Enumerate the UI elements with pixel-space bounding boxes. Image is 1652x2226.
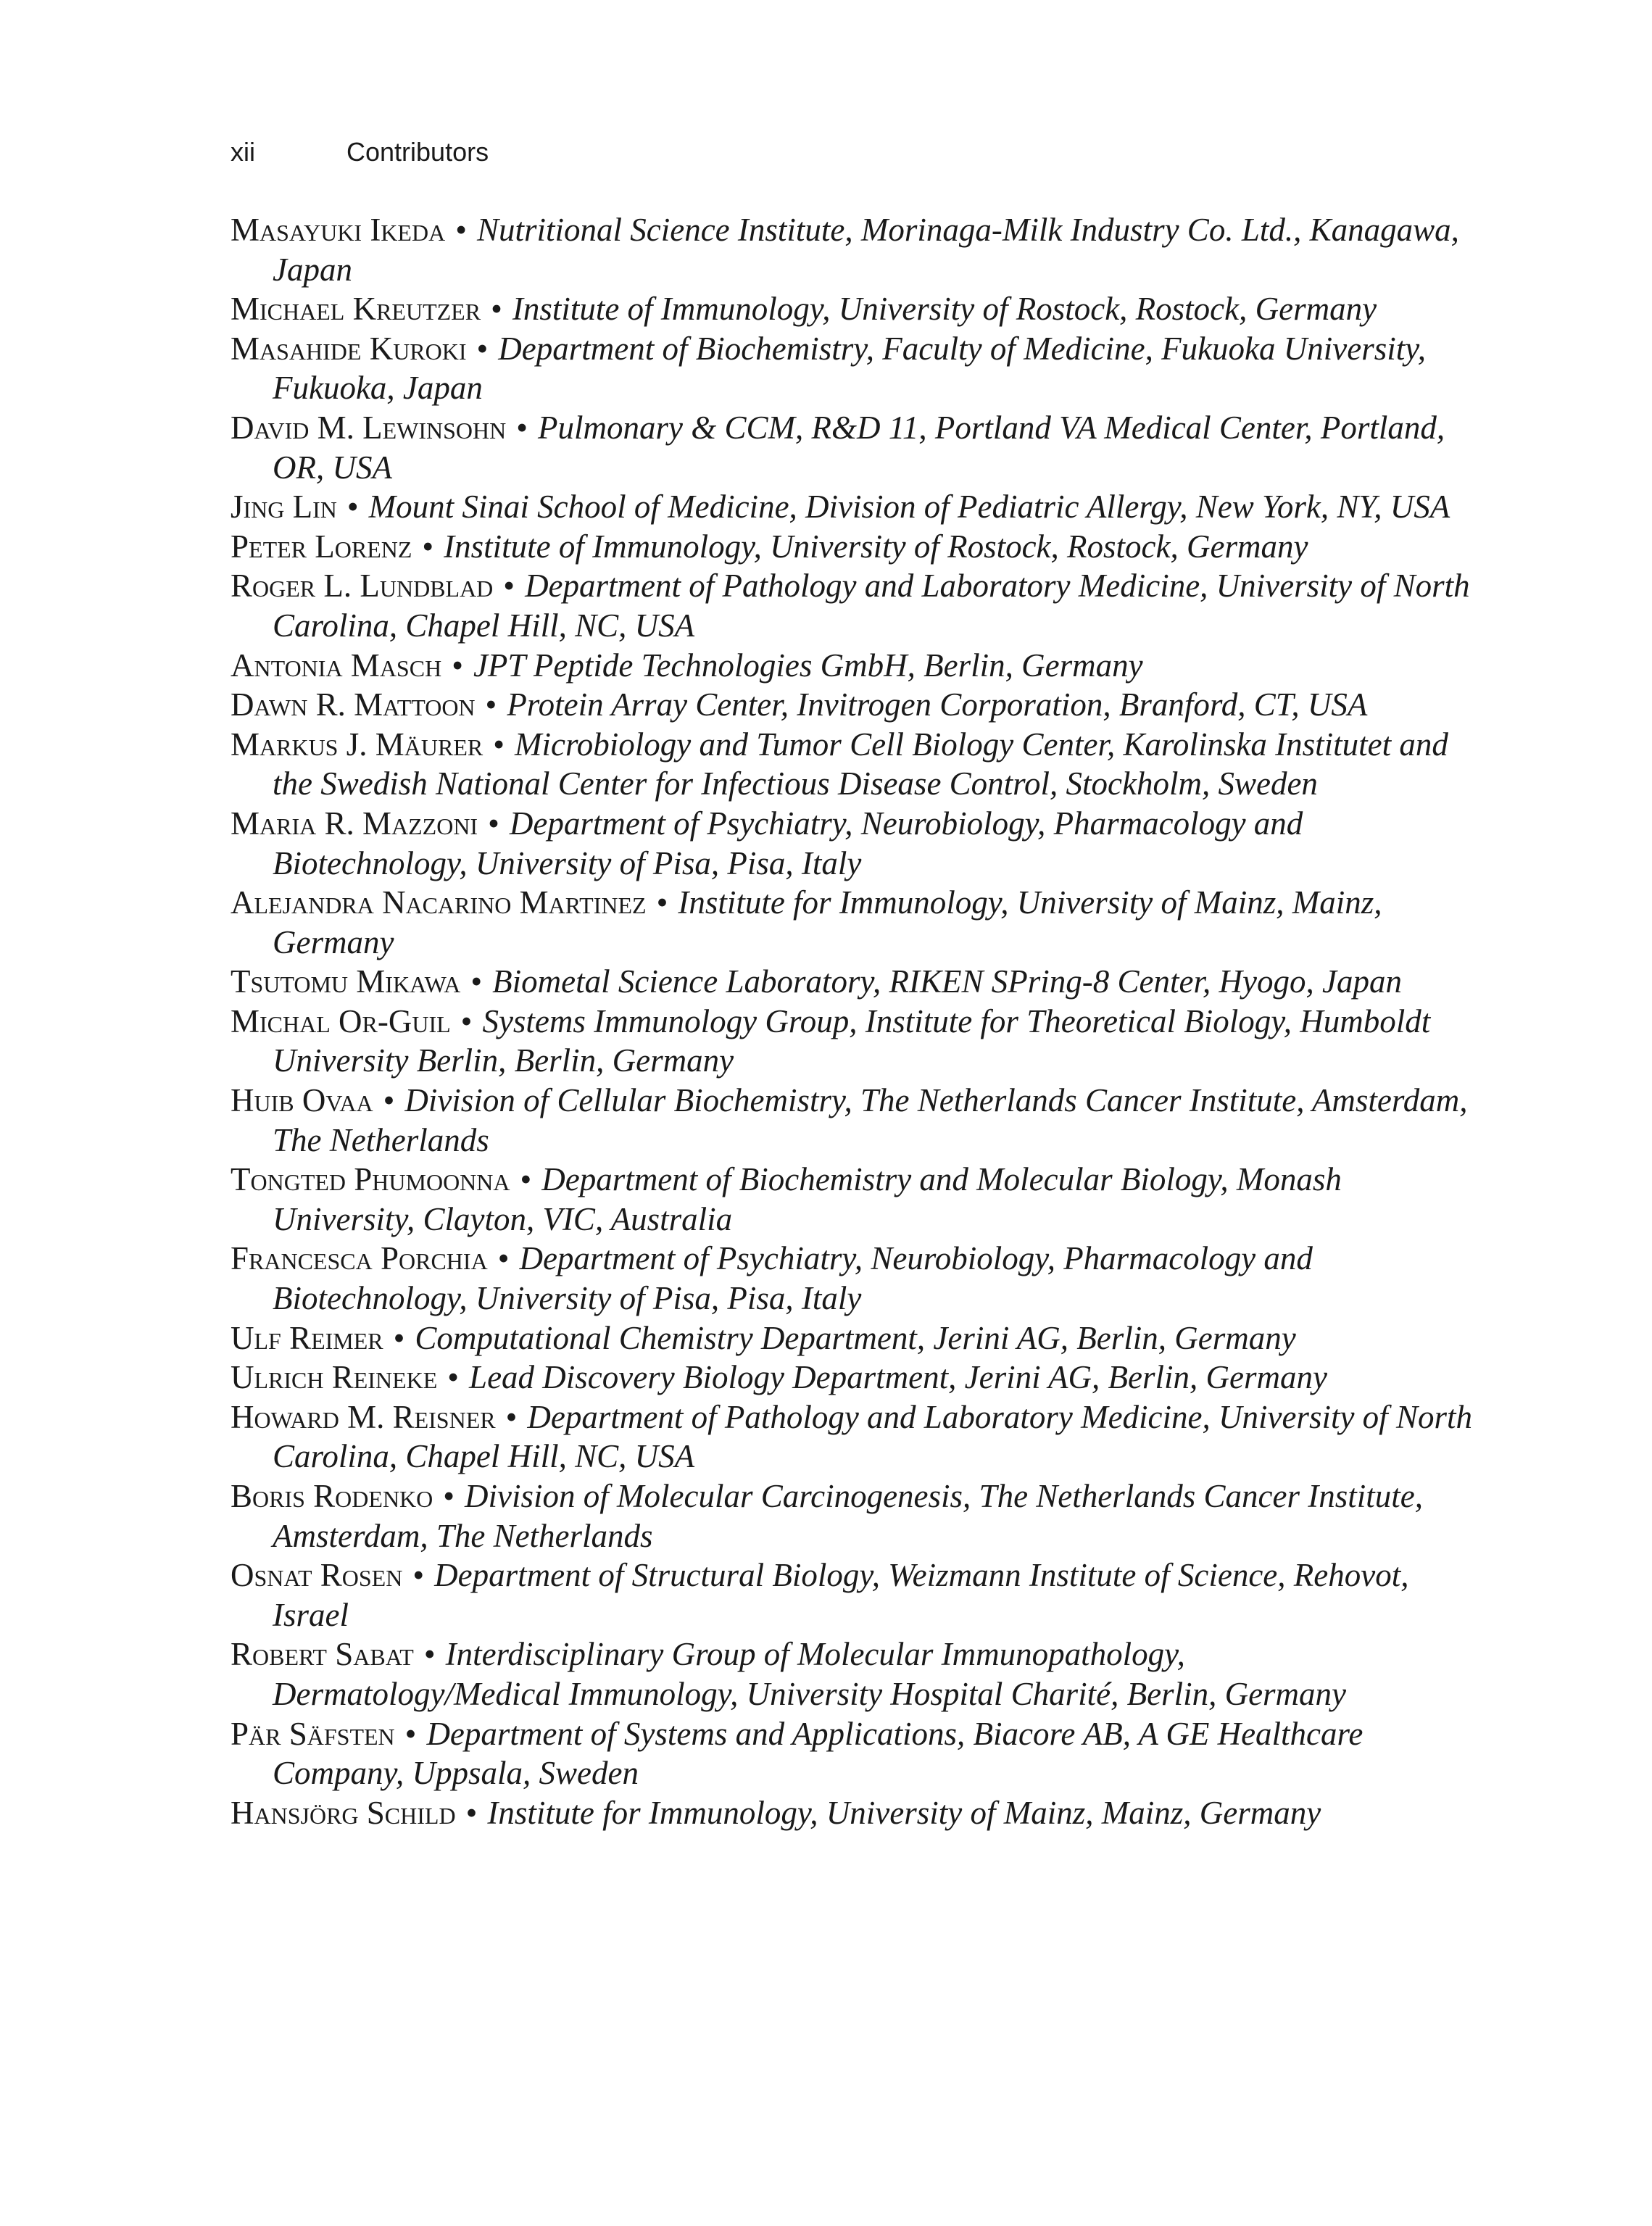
contributor-name: Tongted Phumoonna [231, 1161, 510, 1198]
contributor-entry [231, 685, 1477, 725]
contributor-entry [231, 408, 1477, 487]
contributor-name: Huib Ovaa [231, 1082, 373, 1119]
contributor-entry [231, 804, 1477, 883]
contributor-entry [231, 210, 1477, 289]
contributor-name: Jing Lin [231, 489, 337, 526]
contributor-name: Boris Rodenko [231, 1478, 433, 1514]
contributor-affiliation: Mount Sinai School of Medicine, Division of Pediatric Allergy, New York, NY, USA [368, 489, 1450, 526]
contributor-name: Pär Säfsten [231, 1715, 395, 1752]
contributor-affiliation: Institute for Immunology, University of Mainz, Mainz, Germany [487, 1794, 1321, 1831]
contributor-name: Peter Lorenz [231, 528, 412, 565]
contributor-affiliation: Department of Pathology and Laboratory Medicine, University of North Carolina, Chapel Hill, NC, USA [273, 1398, 1472, 1475]
contributor-affiliation: Systems Immunology Group, Institute for Theoretical Biology, Humboldt University Berlin, Berlin, Germany [273, 1002, 1431, 1079]
bullet-separator: • [520, 1161, 532, 1198]
contributor-affiliation: Protein Array Center, Invitrogen Corporation, Branford, CT, USA [507, 686, 1368, 723]
contributor-entry [231, 883, 1477, 962]
bullet-separator: • [455, 212, 467, 248]
contributor-name: Markus J. Mäurer [231, 726, 483, 763]
bullet-separator: • [488, 805, 499, 842]
bullet-separator: • [422, 528, 434, 565]
bullet-separator: • [452, 647, 463, 684]
contributor-name: Roger L. Lundblad [231, 568, 494, 605]
contributor-entry [231, 1358, 1477, 1398]
bullet-separator: • [412, 1557, 425, 1594]
contributor-name: Francesca Porchia [231, 1240, 488, 1277]
contributor-name: Michal Or-Guil [231, 1002, 451, 1039]
contributor-affiliation: Interdisciplinary Group of Molecular Immunopathology, Dermatology/Medical Immunology, University Hospital Charité, Berlin, Germany [273, 1636, 1347, 1712]
contributor-entry [231, 289, 1477, 329]
bullet-separator: • [447, 1359, 460, 1396]
bullet-separator: • [423, 1636, 436, 1673]
contributor-affiliation: Division of Cellular Biochemistry, The Netherlands Cancer Institute, Amsterdam, The Netherlands [273, 1082, 1468, 1158]
bullet-separator: • [476, 330, 489, 367]
bullet-separator: • [516, 409, 528, 446]
contributor-affiliation: Department of Psychiatry, Neurobiology, Pharmacology and Biotechnology, University of Pisa, Pisa, Italy [273, 805, 1303, 881]
bullet-separator: • [383, 1082, 395, 1119]
bullet-separator: • [346, 489, 359, 526]
contributor-name: Tsutomu Mikawa [231, 963, 461, 1000]
bullet-separator: • [491, 291, 502, 328]
contributor-entry [231, 1002, 1477, 1081]
contributor-name: Masahide Kuroki [231, 330, 467, 367]
contributor-affiliation: Department of Structural Biology, Weizmann Institute of Science, Rehovot, Israel [273, 1557, 1409, 1633]
bullet-separator: • [443, 1478, 455, 1514]
contributor-entry [231, 329, 1477, 408]
bullet-separator: • [470, 963, 483, 1000]
contributor-name: Ulf Reimer [231, 1319, 383, 1356]
bullet-separator: • [485, 686, 497, 723]
contributor-entry [231, 1556, 1477, 1635]
contributor-name: Dawn R. Mattoon [231, 686, 476, 723]
bullet-separator: • [465, 1794, 478, 1831]
contributor-affiliation: Pulmonary & CCM, R&D 11, Portland VA Medical Center, Portland, OR, USA [273, 409, 1445, 486]
contributor-affiliation: Nutritional Science Institute, Morinaga-Milk Industry Co. Ltd., Kanagawa, Japan [273, 212, 1459, 288]
bullet-separator: • [404, 1715, 417, 1752]
contributor-affiliation: Institute for Immunology, University of Mainz, Mainz, Germany [273, 884, 1382, 960]
contributor-name: Michael Kreutzer [231, 291, 481, 328]
contributor-entry [231, 1081, 1477, 1160]
contributor-entry [231, 1635, 1477, 1714]
contributor-affiliation: JPT Peptide Technologies GmbH, Berlin, Germany [473, 647, 1143, 684]
contributor-name: Masayuki Ikeda [231, 212, 446, 248]
contributor-name: Antonia Masch [231, 647, 442, 684]
bullet-separator: • [503, 568, 515, 605]
contributor-affiliation: Department of Pathology and Laboratory Medicine, University of North Carolina, Chapel Hill, NC, USA [273, 568, 1470, 644]
contributor-name: David M. Lewinsohn [231, 409, 507, 446]
contributor-entry [231, 1793, 1477, 1833]
running-title: Contributors [346, 137, 489, 167]
page-number: xii [231, 137, 255, 167]
bullet-separator: • [493, 726, 505, 763]
contributor-entry [231, 1714, 1477, 1793]
contributor-entry [231, 1160, 1477, 1239]
contributor-affiliation: Institute of Immunology, University of Rostock, Rostock, Germany [512, 291, 1377, 328]
contributor-name: Howard M. Reisner [231, 1398, 496, 1435]
bullet-separator: • [393, 1319, 405, 1356]
contributor-affiliation: Department of Biochemistry and Molecular Biology, Monash University, Clayton, VIC, Australia [273, 1161, 1342, 1237]
contributor-name: Alejandra Nacarino Martinez [231, 884, 647, 921]
contributor-affiliation: Department of Psychiatry, Neurobiology, Pharmacology and Biotechnology, University of Pisa, Pisa, Italy [273, 1240, 1313, 1317]
contributor-name: Maria R. Mazzoni [231, 805, 478, 842]
contributor-affiliation: Microbiology and Tumor Cell Biology Center, Karolinska Institutet and the Swedish National Center for Infectious Disease Control, Stockholm, Sweden [273, 726, 1448, 802]
contributor-entry [231, 1239, 1477, 1318]
contributor-name: Osnat Rosen [231, 1557, 403, 1594]
contributor-entry [231, 527, 1477, 567]
contributor-name: Hansjörg Schild [231, 1794, 456, 1831]
contributor-affiliation: Department of Systems and Applications, Biacore AB, A GE Healthcare Company, Uppsala, Sweden [273, 1715, 1363, 1792]
contributor-affiliation: Biometal Science Laboratory, RIKEN SPring-8 Center, Hyogo, Japan [492, 963, 1402, 1000]
bullet-separator: • [497, 1240, 510, 1277]
bullet-separator: • [460, 1002, 473, 1039]
contributor-entry [231, 962, 1477, 1002]
running-head [231, 130, 489, 174]
contributor-entry [231, 725, 1477, 804]
contributor-entry [231, 1477, 1477, 1556]
contributor-entry [231, 1398, 1477, 1477]
contributor-affiliation: Lead Discovery Biology Department, Jerini AG, Berlin, Germany [469, 1359, 1327, 1396]
contributor-entry [231, 566, 1477, 645]
contributor-affiliation: Computational Chemistry Department, Jerini AG, Berlin, Germany [415, 1319, 1296, 1356]
contributor-affiliation: Institute of Immunology, University of Rostock, Rostock, Germany [444, 528, 1308, 565]
contributor-entry [231, 1318, 1477, 1358]
bullet-separator: • [505, 1398, 518, 1435]
contributor-name: Robert Sabat [231, 1636, 414, 1673]
contributor-entry [231, 646, 1477, 686]
contributor-list [231, 210, 1477, 1832]
contributor-affiliation: Division of Molecular Carcinogenesis, The Netherlands Cancer Institute, Amsterdam, The Netherlands [273, 1478, 1423, 1554]
contributor-affiliation: Department of Biochemistry, Faculty of Medicine, Fukuoka University, Fukuoka, Japan [273, 330, 1426, 407]
contributor-entry [231, 487, 1477, 527]
contributor-name: Ulrich Reineke [231, 1359, 438, 1396]
bullet-separator: • [656, 884, 668, 921]
